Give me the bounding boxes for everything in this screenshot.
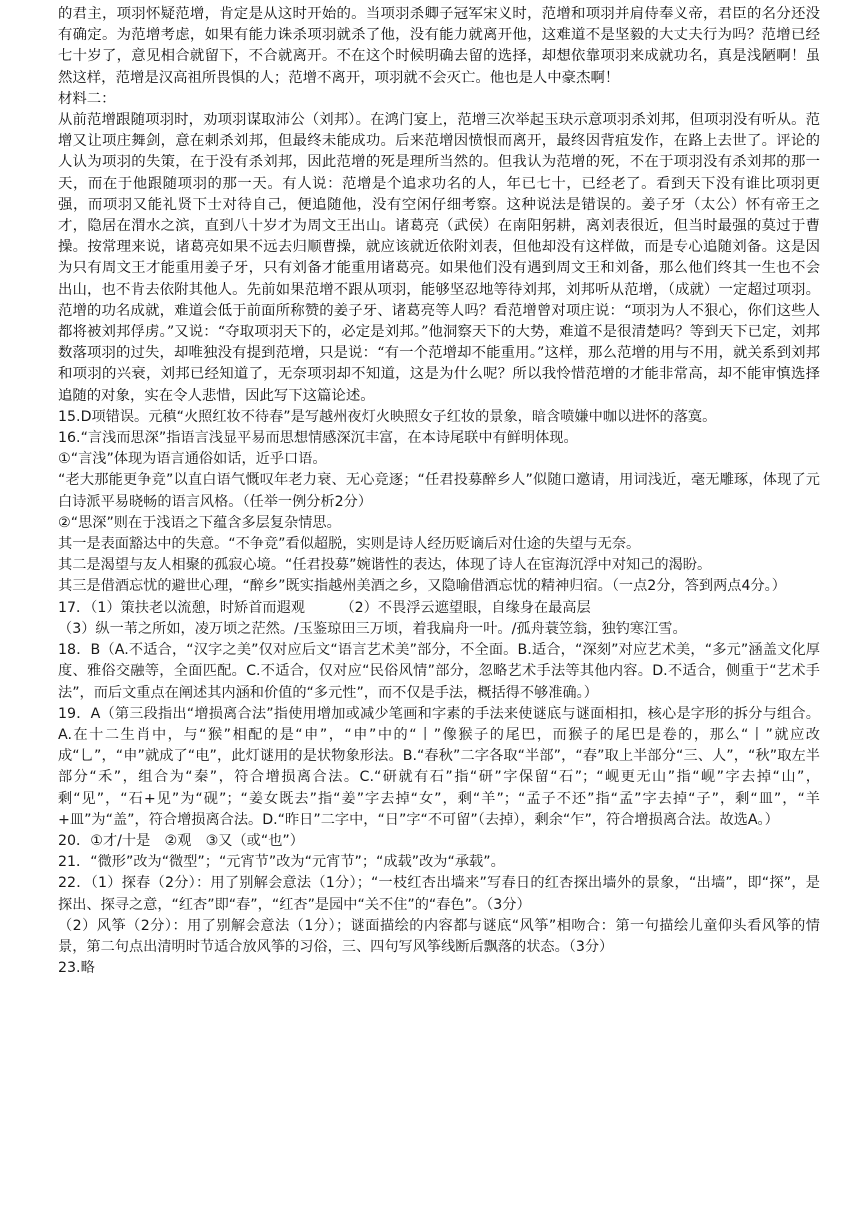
answer-17-line-2: （3）纵一苇之所如，凌万顷之茫然。/玉鉴琼田三万顷，着我扁舟一叶。/孤舟蓑笠翁，独钓寒江雪。	[58, 620, 687, 637]
answer-21: 21．“微形”改为“微型”；“元宵节”改为“元宵节”；“成载”改为“承载”。	[58, 854, 505, 871]
answer-16-intro: 16.“言浅而思深”指语言浅显平易而思想情感深沉丰富，在本诗尾联中有鲜明体现。	[58, 430, 578, 447]
answer-16-sub-3: 其三是借酒忘忧的避世心理，“醉乡”既实指越州美酒之乡，又隐喻借酒忘忧的精神归宿。（一点2分，答到两点4分。）	[58, 578, 786, 595]
paragraph-material-two: 从前范增跟随项羽时，劝项羽谋取沛公（刘邦）。在鸿门宴上，范增三次举起玉玦示意项羽杀刘邦，但项羽没有听从。范增又让项庄舞剑，意在刺杀刘邦，但最终未能成功。后来范增因愤恨而离开，最终因背疽发作，在路上去世了。评论的人认为项羽的失策，在于没有杀刘邦，因此范增的死是理所当然的。但我认为范增的死，不在于项羽没有杀刘邦的那一天，而在于他跟随项羽的那一天。有人说：范增是个追求功名的人，年已七十，已经老了。看到天下没有谁比项羽更强，而项羽又能礼贤下士对待自己，便追随他，没有空闲仔细考察。这种说法是错误的。姜子牙（太公）怀有帝王之才，隐居在渭水之滨，直到八十岁才为周文王出山。诸葛亮（武侯）在南阳躬耕，离刘表很近，但当时最强的莫过于曹操。按常理来说，诸葛亮如果不远去归顺曹操，就应该就近依附刘表，但他却没有这样做，而是专心追随刘备。这是因为只有周文王才能重用姜子牙，只有刘备才能重用诸葛亮。如果他们没有遇到周文王和刘备，那么他们终其一生也不会出山，也不肯去依附其他人。先前如果范增不跟从项羽，能够坚忍地等待刘邦，刘邦听从范增，（成就）一定超过项羽。范增的功名成就，难道会低于前面所称赞的姜子牙、诸葛亮等人吗？看范增曾对项庄说：“项羽为人不狠心，你们这些人都将被刘邦俘虏。”又说：“夺取项羽天下的，必定是刘邦。”他洞察天下的大势，难道不是很清楚吗？等到天下已定，刘邦数落项羽的过失，却唯独没有提到范增，只是说：“有一个范增却不能重用。”这样，那么范增的用与不用，就关系到刘邦和项羽的兴衰，刘邦已经知道了，无奈项羽却不知道，这是为什么呢？所以我怜惜范增的才能非常高，却不能审慎选择追随的对象，实在令人悲惜，因此写下这篇论述。	[58, 112, 820, 404]
answer-19: 19．A（第三段指出“增损离合法”指使用增加或减少笔画和字素的手法来使谜底与谜面相扣，核心是字形的拆分与组合。A.在十二生肖中，与“猴”相配的是“申”，“申”中的“丨”像猴子的尾巴，而猴子的尾巴是卷的，那么“丨”就应改成“乚”，“申”就成了“电”，此灯谜用的是状物象形法。B.“春秋”二字各取“半部”，“春”取上半部分“三、人”，“秋”取左半部分“禾”，组合为“秦”，符合增损离合法。C.“研就有石”指“研”字保留“石”；“岘更无山”指“岘”字去掉“山”，剩“见”，“石+见”为“砚”；“姜女既去”指“姜”字去掉“女”，剩“羊”；“孟子不还”指“孟”字去掉“子”，剩“皿”，“羊+皿”为“盖”，符合增损离合法。D.“昨日”二字中，“日”字“不可留”（去掉），剩余“乍”，符合增损离合法。故选A。）	[58, 705, 820, 828]
material-two-heading: 材料二：	[58, 90, 116, 107]
answer-16-sub-2: 其二是渴望与友人相聚的孤寂心境。“任君投募”婉谐性的表达，体现了诗人在宦海沉浮中对知己的渴盼。	[58, 557, 712, 574]
answer-15: 15.D项错误。元稹“火照红妆不待春”是写越州夜灯火映照女子红妆的景象，暗含喷嫌中咖以进怀的落寞。	[58, 408, 717, 425]
answer-16-point-1-detail: “老大那能更争竞”以直白语气慨叹年老力衰、无心竞逐；“任君投募醉乡人”似随口邀请，用词浅近，毫无雕琢，体现了元白诗派平易晓畅的语言风格。（任举一例分析2分）	[58, 472, 820, 510]
answer-22-part-1: 22．（1）探春（2分）：用了别解会意法（1分）；“一枝红杏出墙来”写春日的红杏探出墙外的景象，“出墙”，即“探”，是探出、探寻之意，“红杏”即“春”，“红杏”是园中“关不住”的“春色”。（3分）	[58, 875, 820, 913]
answer-18: 18．B（A.不适合，“汉字之美”仅对应后文“语言艺术美”部分，不全面。B.适合，“深刻”对应艺术美，“多元”涵盖文化厚度、雅俗交融等，全面匹配。C.不适合，仅对应“民俗风情”部分，忽略艺术手法等其他内容。D.不适合，侧重于“艺术手法”，而后文重点在阐述其内涵和价值的“多元性”，而不仅是手法，概括得不够准确。）	[58, 642, 820, 701]
answer-20: 20．①才/十是 ②观 ③又（或“也”）	[58, 832, 304, 849]
answer-17-line-1: 17．（1）策扶老以流憩，时矫首而遐观 （2）不畏浮云遮望眼，自缘身在最高层	[58, 599, 591, 616]
answer-22-part-2: （2）风筝（2分）：用了别解会意法（1分）；谜面描绘的内容都与谜底“风筝”相吻合：第一句描绘儿童仰头看风筝的情景，第二句点出清明时节适合放风筝的习俗，三、四句写风筝线断后飘落的状态。（3分）	[58, 917, 820, 955]
answer-16-sub-1: 其一是表面豁达中的失意。“不争竞”看似超脱，实则是诗人经历贬谪后对仕途的失望与无奈。	[58, 536, 641, 553]
answer-16-point-2: ②“思深”则在于浅语之下蕴含多层复杂情思。	[58, 514, 341, 531]
paragraph-material-one-end: 的君主，项羽怀疑范增，肯定是从这时开始的。当项羽杀卿子冠军宋义时，范增和项羽并肩侍奉义帝，君臣的名分还没有确定。为范增考虑，如果有能力诛杀项羽就杀了他，没有能力就离开他，这难道不是坚毅的大丈夫行为吗？范增已经七十岁了，意见相合就留下，不合就离开。不在这个时候明确去留的选择，却想依靠项羽来成就功名，真是浅陋啊！虽然这样，范增是汉高祖所畏惧的人；范增不离开，项羽就不会灭亡。他也是人中豪杰啊！	[58, 6, 820, 86]
answer-23: 23.略	[58, 960, 95, 977]
answer-16-point-1: ①“言浅”体现为语言通俗如话，近乎口语。	[58, 451, 327, 468]
